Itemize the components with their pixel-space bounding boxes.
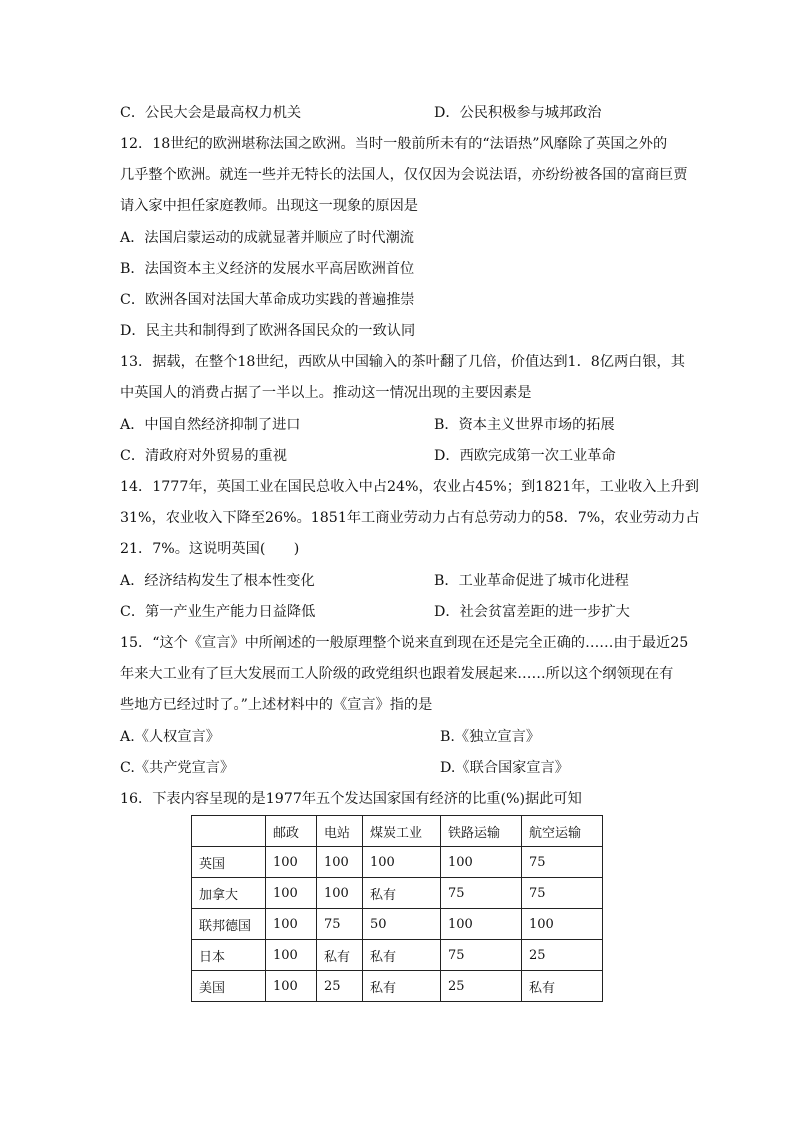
table-header-row bbox=[192, 816, 603, 847]
q13-stem-line-2: 中英国人的消费占据了一半以上。推动这一情况出现的主要因素是 bbox=[120, 385, 532, 401]
table-cell: 私有 bbox=[522, 971, 603, 1002]
table-cell: 100 bbox=[441, 909, 522, 940]
table-cell: 私有 bbox=[317, 940, 363, 971]
table-header-cell: 邮政 bbox=[266, 816, 317, 847]
table-cell: 75 bbox=[317, 909, 363, 940]
table-cell: 75 bbox=[522, 847, 603, 878]
table-header-cell: 铁路运输 bbox=[441, 816, 522, 847]
table-cell: 100 bbox=[266, 909, 317, 940]
table-cell: 25 bbox=[441, 971, 522, 1002]
q14-option-a: A．经济结构发生了根本性变化 bbox=[120, 573, 315, 589]
q12-option-c: C．欧洲各国对法国大革命成功实践的普遍推崇 bbox=[120, 292, 415, 308]
table-cell: 75 bbox=[522, 878, 603, 909]
q16-stem: 16．下表内容呈现的是1977年五个发达国家国有经济的比重(%)据此可知 bbox=[120, 791, 582, 807]
q13-option-c: C．清政府对外贸易的重视 bbox=[120, 448, 287, 464]
table-cell: 100 bbox=[266, 847, 317, 878]
q14-stem-line-2: 31%，农业收入下降至26%。1851年工商业劳动力占有总劳动力的58．7%，农业劳动力占 bbox=[120, 510, 700, 526]
q12-option-b: B．法国资本主义经济的发展水平高居欧洲首位 bbox=[120, 261, 415, 277]
table-cell: 50 bbox=[363, 909, 441, 940]
table-cell: 75 bbox=[441, 878, 522, 909]
q13-option-b: B．资本主义世界市场的拓展 bbox=[434, 417, 615, 433]
q11-option-c: C．公民大会是最高权力机关 bbox=[120, 105, 302, 121]
q12-stem-line-1: 12．18世纪的欧洲堪称法国之欧洲。当时一般前所未有的“法语热”风靡除了英国之外的 bbox=[120, 136, 668, 152]
table-cell: 私有 bbox=[363, 878, 441, 909]
table-cell: 100 bbox=[317, 878, 363, 909]
table-cell: 加拿大 bbox=[192, 878, 266, 909]
table-row bbox=[192, 847, 603, 878]
table-header-cell: 电站 bbox=[317, 816, 363, 847]
q13-option-d: D．西欧完成第一次工业革命 bbox=[434, 448, 616, 464]
q12-stem-line-3: 请入家中担任家庭教师。出现这一现象的原因是 bbox=[120, 198, 418, 214]
q12-option-a: A．法国启蒙运动的成就显著并顺应了时代潮流 bbox=[120, 230, 414, 246]
table-cell: 100 bbox=[441, 847, 522, 878]
table-header-cell bbox=[192, 816, 266, 847]
q15-stem-line-3: 些地方已经过时了。”上述材料中的《宣言》指的是 bbox=[120, 697, 433, 713]
table-cell: 联邦德国 bbox=[192, 909, 266, 940]
table-cell: 日本 bbox=[192, 940, 266, 971]
q13-stem-line-1: 13．据载，在整个18世纪，西欧从中国输入的茶叶翻了几倍，价值达到1．8亿两白银，其 bbox=[120, 354, 685, 370]
state-economy-table bbox=[191, 815, 603, 1002]
q15-option-c: C.《共产党宣言》 bbox=[120, 760, 235, 776]
q13-option-a: A．中国自然经济抑制了进口 bbox=[120, 417, 301, 433]
table-row bbox=[192, 940, 603, 971]
table-cell: 100 bbox=[363, 847, 441, 878]
table-cell: 100 bbox=[266, 878, 317, 909]
table-header-cell: 煤炭工业 bbox=[363, 816, 441, 847]
table-row bbox=[192, 878, 603, 909]
q15-option-b: B.《独立宣言》 bbox=[440, 729, 541, 745]
q15-stem-line-2: 年来大工业有了巨大发展而工人阶级的政党组织也跟着发展起来……所以这个纲领现在有 bbox=[120, 666, 674, 682]
q14-option-b: B．工业革命促进了城市化进程 bbox=[434, 573, 629, 589]
table-cell: 25 bbox=[522, 940, 603, 971]
table-cell: 100 bbox=[317, 847, 363, 878]
q14-stem-line-3: 21．7%。这说明英国( ) bbox=[120, 541, 300, 557]
q11-option-d: D．公民积极参与城邦政治 bbox=[434, 105, 602, 121]
table-cell: 75 bbox=[441, 940, 522, 971]
q12-option-d: D．民主共和制得到了欧洲各国民众的一致认同 bbox=[120, 323, 416, 339]
table-cell: 私有 bbox=[363, 940, 441, 971]
q14-option-d: D．社会贫富差距的进一步扩大 bbox=[434, 604, 630, 620]
table-cell: 100 bbox=[266, 940, 317, 971]
table-header-cell: 航空运输 bbox=[522, 816, 603, 847]
q15-stem-line-1: 15．“这个《宣言》中所阐述的一般原理整个说来直到现在还是完全正确的……由于最近25 bbox=[120, 635, 689, 651]
table-cell: 100 bbox=[522, 909, 603, 940]
q14-option-c: C．第一产业生产能力日益降低 bbox=[120, 604, 316, 620]
table-cell: 25 bbox=[317, 971, 363, 1002]
table-cell: 100 bbox=[266, 971, 317, 1002]
table-row bbox=[192, 909, 603, 940]
table-row bbox=[192, 971, 603, 1002]
table-cell: 私有 bbox=[363, 971, 441, 1002]
q15-option-d: D.《联合国家宣言》 bbox=[440, 760, 569, 776]
table-cell: 美国 bbox=[192, 971, 266, 1002]
q14-stem-line-1: 14．1777年，英国工业在国民总收入中占24%，农业占45%；到1821年，工业收入上升到 bbox=[120, 479, 699, 495]
q15-option-a: A.《人权宣言》 bbox=[120, 729, 220, 745]
table-cell: 英国 bbox=[192, 847, 266, 878]
q12-stem-line-2: 几乎整个欧洲。就连一些并无特长的法国人，仅仅因为会说法语，亦纷纷被各国的富商巨贾 bbox=[120, 167, 688, 183]
